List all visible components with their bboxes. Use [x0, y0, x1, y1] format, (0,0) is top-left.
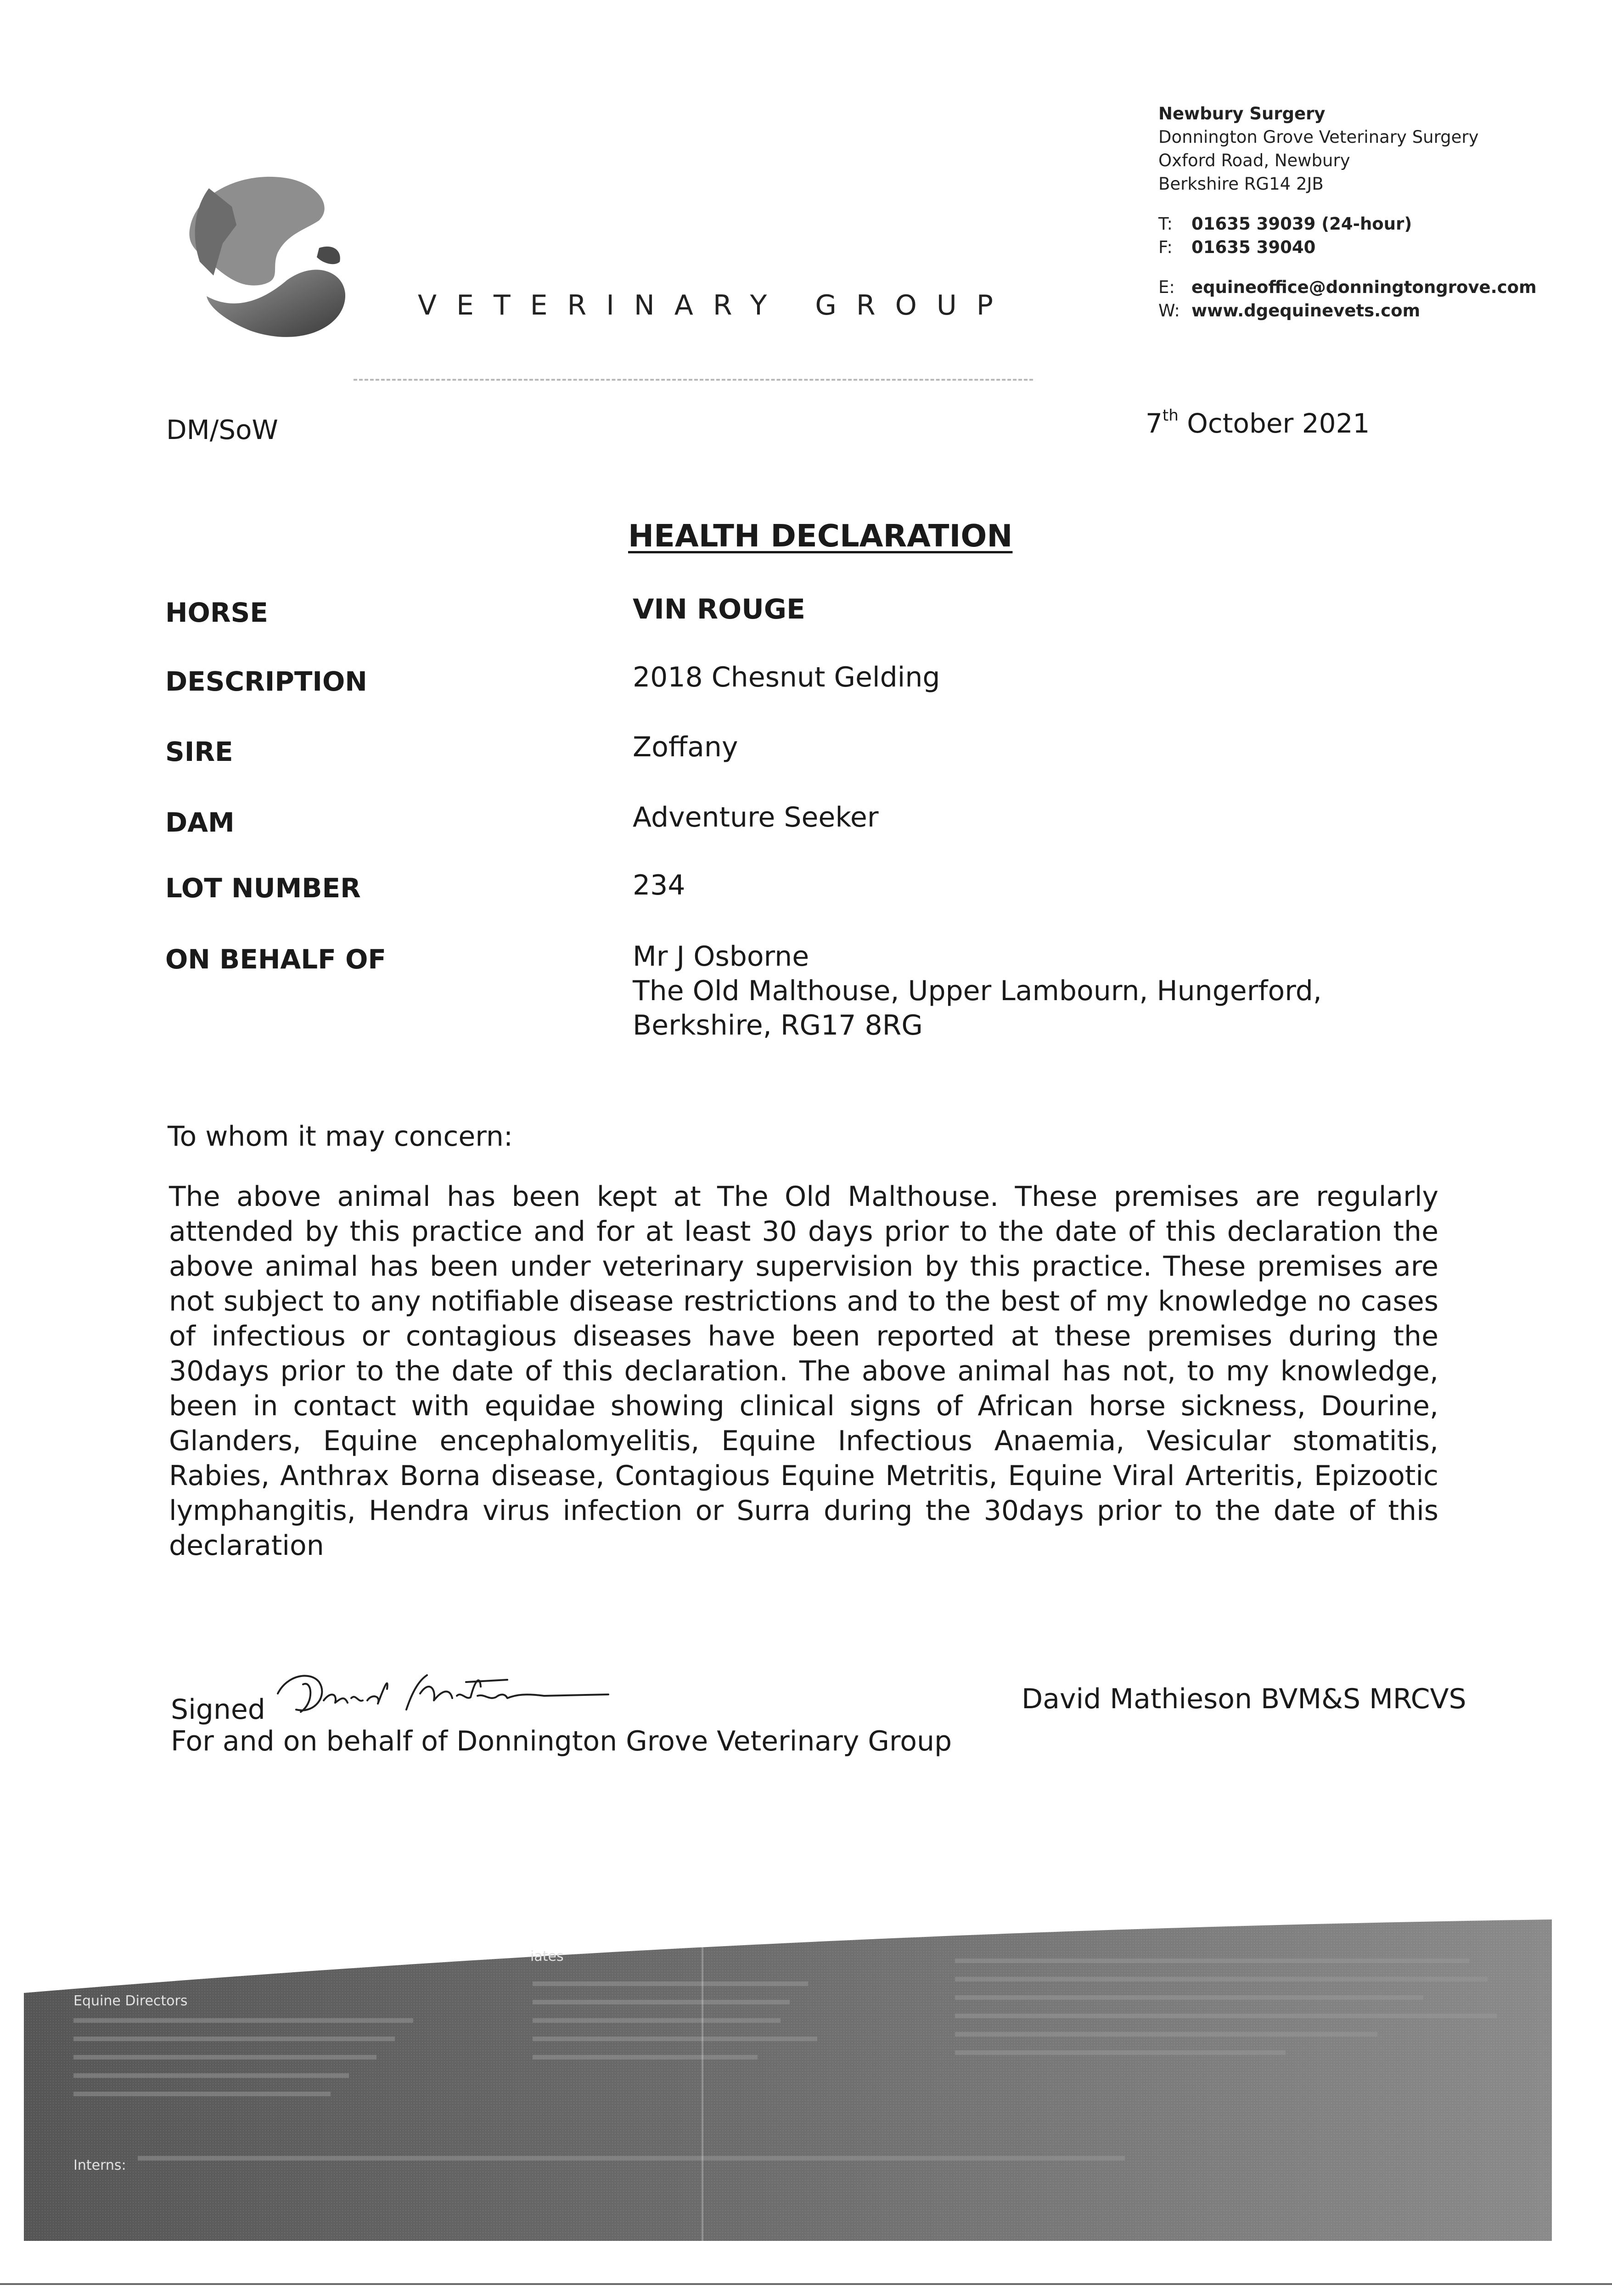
- surgery-name: Newbury Surgery: [1158, 104, 1326, 124]
- field-label-horse: HORSE: [165, 597, 268, 628]
- address-line1: Donnington Grove Veterinary Surgery: [1158, 127, 1479, 147]
- document-title: HEALTH DECLARATION: [628, 518, 1013, 554]
- fax-number: 01635 39040: [1191, 237, 1316, 257]
- field-label-description: DESCRIPTION: [165, 666, 367, 697]
- footer-interns-label: Interns:: [73, 2157, 126, 2173]
- field-label-on-behalf-of: ON BEHALF OF: [165, 944, 386, 975]
- signer-name: David Mathieson BVM&S MRCVS: [1022, 1683, 1466, 1715]
- field-value-dam: Adventure Seeker: [633, 801, 879, 833]
- handwritten-signature: [269, 1661, 627, 1721]
- field-value-lot-number: 234: [633, 869, 685, 901]
- telephone-number: 01635 39039 (24-hour): [1191, 214, 1412, 234]
- header-divider: [354, 379, 1033, 381]
- salutation: To whom it may concern:: [168, 1120, 513, 1153]
- practice-address: [1158, 102, 1537, 322]
- date-rest: October 2021: [1187, 408, 1370, 439]
- field-value-horse: VIN ROUGE: [633, 593, 806, 625]
- email-label: E:: [1158, 277, 1175, 297]
- footer-band: [0, 1901, 1612, 2250]
- footer-associates-label: iates: [530, 1948, 564, 1964]
- field-value-owner-name: Mr J Osborne: [633, 940, 809, 973]
- field-value-owner-address2: Berkshire, RG17 8RG: [633, 1009, 923, 1041]
- website-label: W:: [1158, 301, 1180, 321]
- veterinary-group-logo: [181, 170, 351, 342]
- email-row: [1158, 276, 1537, 299]
- field-value-sire: Zoffany: [633, 731, 738, 763]
- website-url: www.dgequinevets.com: [1191, 301, 1421, 321]
- field-label-dam: DAM: [165, 807, 235, 838]
- telephone-label: T:: [1158, 214, 1173, 234]
- website-row: [1158, 299, 1537, 322]
- letter-date: [1146, 408, 1370, 439]
- bottom-divider: [0, 2283, 1612, 2285]
- reference-code: DM/SoW: [166, 414, 278, 445]
- address-line2: Oxford Road, Newbury: [1158, 151, 1350, 170]
- telephone-row: [1158, 212, 1537, 236]
- date-suffix: th: [1162, 406, 1179, 425]
- signed-label: Signed: [171, 1694, 265, 1726]
- field-label-lot-number: LOT NUMBER: [165, 872, 361, 904]
- field-value-owner-address1: The Old Malthouse, Upper Lambourn, Hungerford,: [633, 975, 1322, 1007]
- fax-row: [1158, 236, 1537, 259]
- group-name: VETERINARY GROUP: [418, 289, 1013, 321]
- field-value-description: 2018 Chesnut Gelding: [633, 661, 940, 693]
- email-address: equineoffice@donningtongrove.com: [1191, 277, 1537, 297]
- field-label-sire: SIRE: [165, 736, 233, 767]
- address-line3: Berkshire RG14 2JB: [1158, 174, 1324, 194]
- declaration-body: The above animal has been kept at The Old Malthouse. These premises are regularly attended by this practice and for at least 30 days prior to the date of this declaration the above animal has been under veterinary supervision by this practice. These premises are not subject to any notifiable disease restrictions and to the best of my knowledge no cases of infectious or contagious diseases have been reported at these premises during the 30days prior to the date of this declaration. The above animal has not, to my knowledge, been in contact with equidae showing clinical signs of African horse sickness, Dourine, Glanders, Equine encephalomyelitis, Equine Infectious Anaemia, Vesicular stomatitis, Rabies, Anthrax Borna disease, Contagious Equine Metritis, Equine Viral Arteritis, Epizootic lymphangitis, Hendra virus infection or Surra during the 30days prior to the date of this declaration: [169, 1181, 1438, 1562]
- date-day: 7: [1146, 408, 1163, 439]
- fax-label: F:: [1158, 237, 1173, 257]
- on-behalf-line: For and on behalf of Donnington Grove Veterinary Group: [171, 1725, 952, 1757]
- footer-directors-label: Equine Directors: [73, 1993, 188, 2009]
